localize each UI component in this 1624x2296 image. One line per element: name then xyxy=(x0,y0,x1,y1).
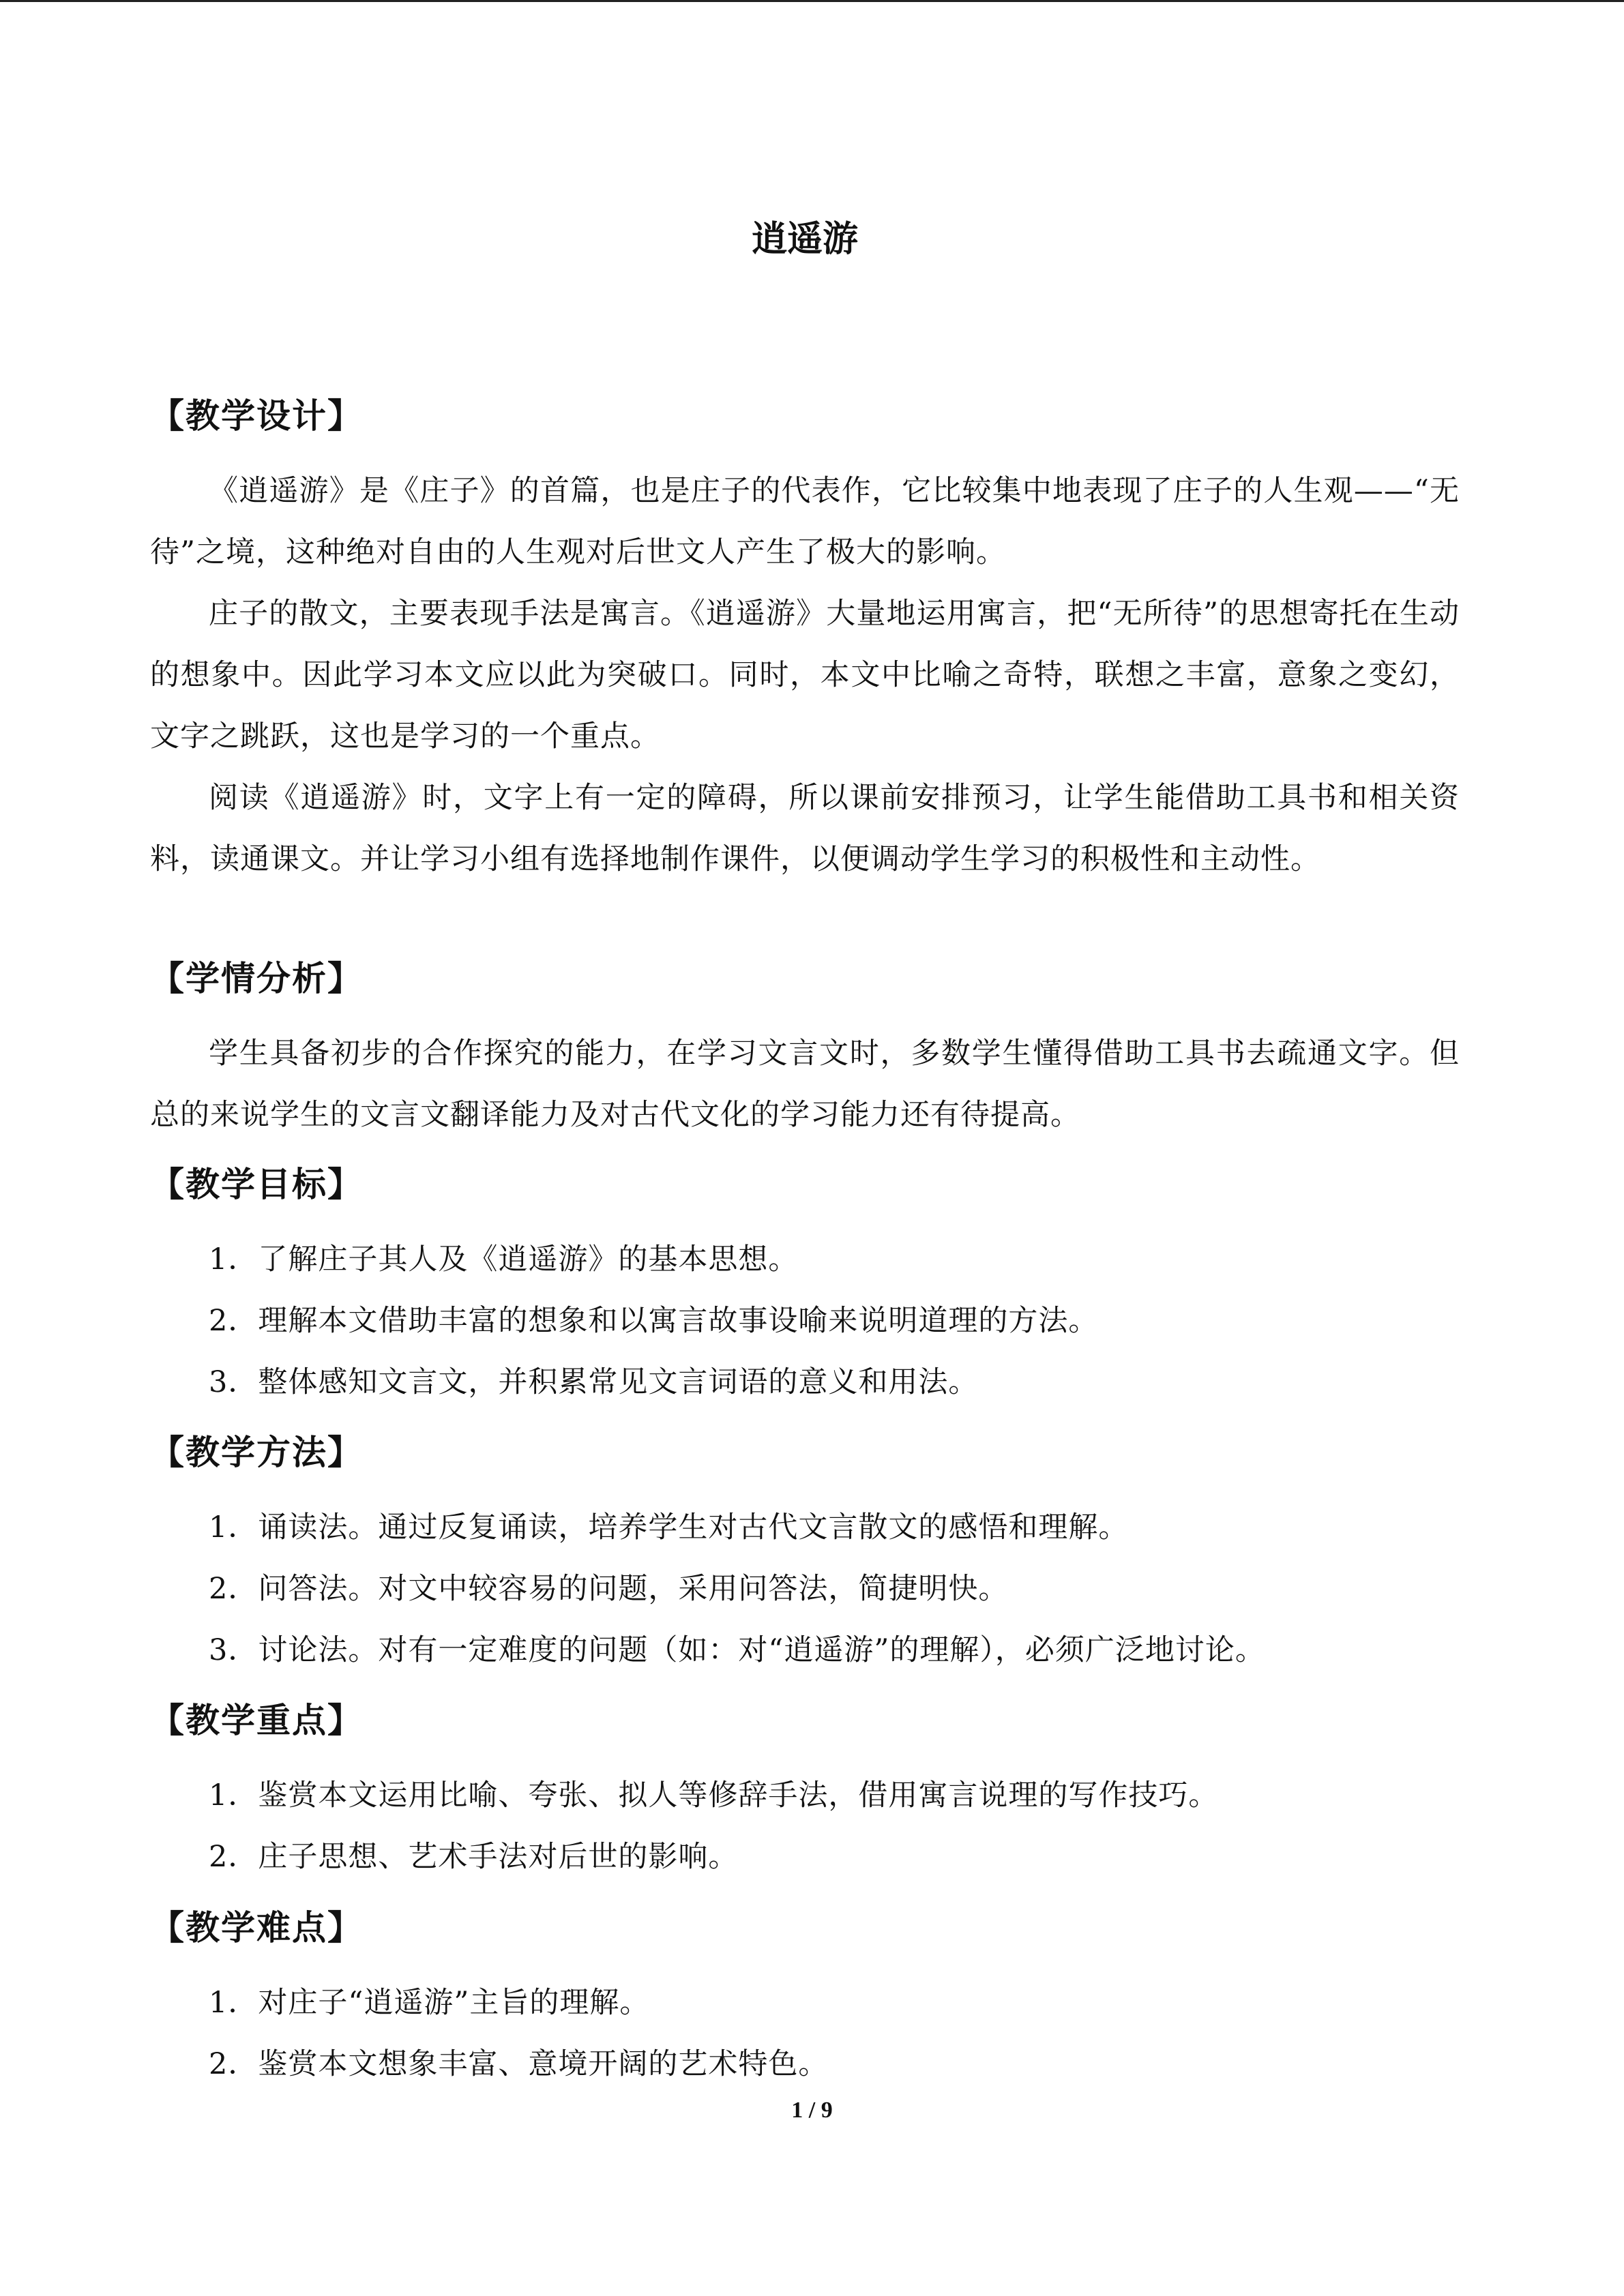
section-heading-teaching-design: 【教学设计】 xyxy=(150,396,363,436)
page-top-border xyxy=(0,0,1624,2)
list-item: 2．理解本文借助丰富的想象和以寓言故事设喻来说明道理的方法。 xyxy=(209,1304,1099,1338)
list-item: 1．诵读法。通过反复诵读，培养学生对古代文言散文的感悟和理解。 xyxy=(209,1510,1129,1545)
difficulties-list xyxy=(150,1972,1460,2095)
section-teaching-design xyxy=(150,385,1460,890)
list-item: 3．讨论法。对有一定难度的问题（如：对“逍遥游”的理解），必须广泛地讨论。 xyxy=(209,1633,1265,1667)
list-item: 1．了解庄子其人及《逍遥游》的基本思想。 xyxy=(209,1242,799,1277)
document-title: 逍遥游 xyxy=(751,219,858,260)
section-key-points xyxy=(150,1690,1460,1888)
objectives-list xyxy=(150,1229,1460,1413)
section-heading-difficulties: 【教学难点】 xyxy=(150,1908,363,1948)
list-item: 2．庄子思想、艺术手法对后世的影响。 xyxy=(209,1840,739,1874)
section-heading-teaching-methods: 【教学方法】 xyxy=(150,1433,363,1472)
section-student-analysis xyxy=(150,948,1460,1146)
key-points-list xyxy=(150,1765,1460,1888)
list-item: 2．鉴赏本文想象丰富、意境开阔的艺术特色。 xyxy=(209,2047,829,2081)
list-item: 2．问答法。对文中较容易的问题，采用问答法，简捷明快。 xyxy=(209,1572,1009,1606)
list-item: 1．鉴赏本文运用比喻、夸张、拟人等修辞手法，借用寓言说理的写作技巧。 xyxy=(209,1778,1219,1813)
list-item: 3．整体感知文言文，并积累常见文言词语的意义和用法。 xyxy=(209,1365,979,1399)
section-heading-student-analysis: 【学情分析】 xyxy=(150,959,363,998)
paragraph: 学生具备初步的合作探究的能力，在学习文言文时，多数学生懂得借助工具书去疏通文字。但总的来说学生的文言文翻译能力及对古代文化的学习能力还有待提高。 xyxy=(150,1037,1460,1132)
section-teaching-methods xyxy=(150,1422,1460,1681)
paragraph: 庄子的散文，主要表现手法是寓言。《逍遥游》大量地运用寓言，把“无所待”的思想寄托在生动的想象中。因此学习本文应以此为突破口。同时，本文中比喻之奇特，联想之丰富，意象之变幻，文字之跳跃，这也是学习的一个重点。 xyxy=(150,597,1460,754)
section-difficulties xyxy=(150,1897,1460,2095)
paragraph: 《逍遥游》是《庄子》的首篇，也是庄子的代表作，它比较集中地表现了庄子的人生观——“无待”之境，这种绝对自由的人生观对后世文人产生了极大的影响。 xyxy=(150,474,1460,569)
page-number: 1 / 9 xyxy=(791,2098,833,2123)
section-heading-teaching-objectives: 【教学目标】 xyxy=(150,1165,363,1204)
methods-list xyxy=(150,1497,1460,1681)
section-teaching-objectives xyxy=(150,1154,1460,1413)
list-item: 1．对庄子“逍遥游”主旨的理解。 xyxy=(209,1986,650,2020)
paragraph: 阅读《逍遥游》时，文字上有一定的障碍，所以课前安排预习，让学生能借助工具书和相关资料，读通课文。并让学习小组有选择地制作课件，以便调动学生学习的积极性和主动性。 xyxy=(150,781,1460,876)
section-heading-key-points: 【教学重点】 xyxy=(150,1701,363,1740)
